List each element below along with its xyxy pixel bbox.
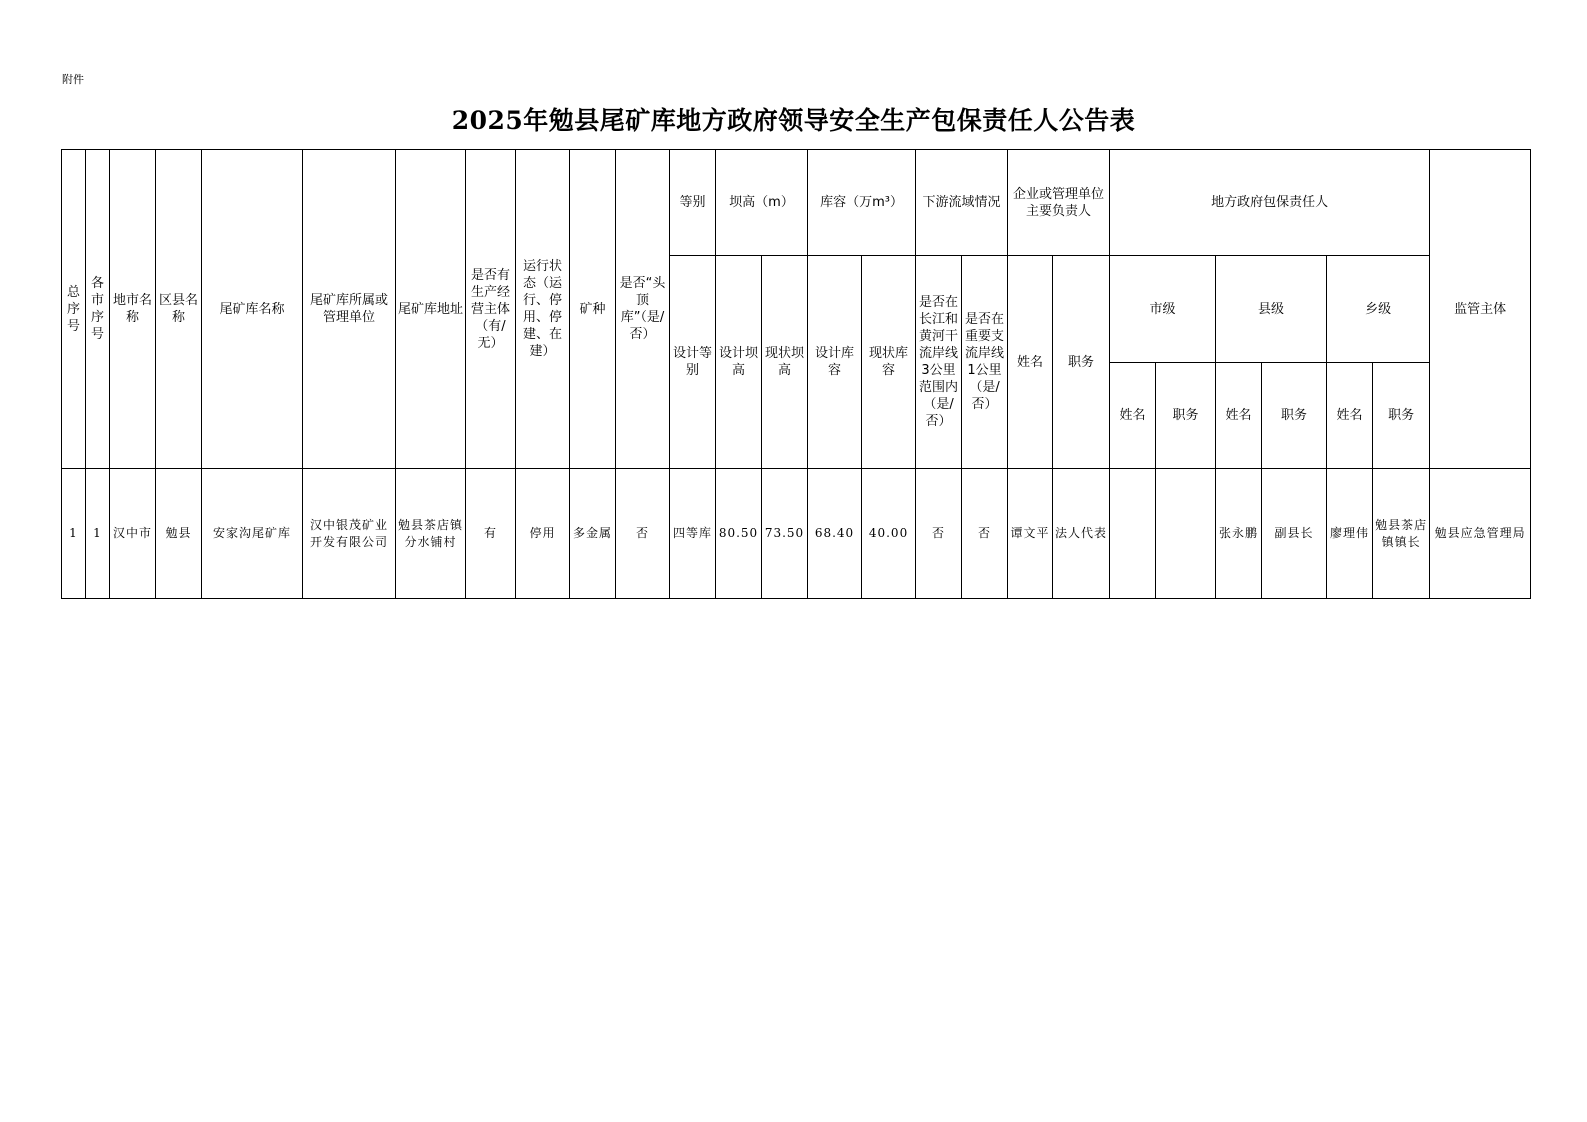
header-owner-unit: 尾矿库所属或管理单位 <box>303 150 396 469</box>
header-within-3km: 是否在长江和黄河干流岸线3公里范围内（是/否） <box>916 256 962 469</box>
header-supervisor: 监管主体 <box>1430 150 1531 469</box>
cell-mineral: 多金属 <box>570 469 616 599</box>
header-address: 尾矿库地址 <box>396 150 466 469</box>
cell-county-name: 勉县 <box>156 469 202 599</box>
table-row <box>62 469 1531 599</box>
header-current-height: 现状坝高 <box>762 256 808 469</box>
announcement-table <box>61 149 1531 599</box>
header-row-1 <box>62 150 1531 256</box>
cell-total-no: 1 <box>62 469 86 599</box>
header-city-person-name: 姓名 <box>1110 363 1156 469</box>
header-capacity: 库容（万m³） <box>808 150 916 256</box>
header-design-capacity: 设计库容 <box>808 256 862 469</box>
header-county-person-name: 姓名 <box>1216 363 1262 469</box>
cell-county-person-name: 张永鹏 <box>1216 469 1262 599</box>
cell-city-name: 汉中市 <box>110 469 156 599</box>
header-township-level: 乡级 <box>1327 256 1430 363</box>
cell-design-grade: 四等库 <box>670 469 716 599</box>
header-city-level: 市级 <box>1110 256 1216 363</box>
cell-ent-position: 法人代表 <box>1053 469 1110 599</box>
header-is-head-dam: 是否“头顶库”（是/否） <box>616 150 670 469</box>
header-dam-height: 坝高（m） <box>716 150 808 256</box>
header-county-name: 区县名称 <box>156 150 202 469</box>
cell-is-head-dam: 否 <box>616 469 670 599</box>
cell-city-person-name <box>1110 469 1156 599</box>
header-gov-guarantor: 地方政府包保责任人 <box>1110 150 1430 256</box>
cell-design-capacity: 68.40 <box>808 469 862 599</box>
header-downstream: 下游流域情况 <box>916 150 1008 256</box>
cell-address: 勉县茶店镇分水铺村 <box>396 469 466 599</box>
cell-owner-unit: 汉中银茂矿业开发有限公司 <box>303 469 396 599</box>
header-town-person-name: 姓名 <box>1327 363 1373 469</box>
cell-ent-name: 谭文平 <box>1008 469 1053 599</box>
cell-town-person-name: 廖理伟 <box>1327 469 1373 599</box>
header-city-no: 各市序号 <box>86 150 110 469</box>
header-city-person-position: 职务 <box>1156 363 1216 469</box>
header-tailings-name: 尾矿库名称 <box>202 150 303 469</box>
cell-county-person-position: 副县长 <box>1262 469 1327 599</box>
header-ent-name: 姓名 <box>1008 256 1053 469</box>
header-grade: 等别 <box>670 150 716 256</box>
cell-city-person-position <box>1156 469 1216 599</box>
attachment-label: 附件 <box>62 73 84 86</box>
header-run-status: 运行状态（运行、停用、停建、在建） <box>516 150 570 469</box>
cell-within-1km: 否 <box>962 469 1008 599</box>
cell-has-operator: 有 <box>466 469 516 599</box>
header-total-no: 总序号 <box>62 150 86 469</box>
cell-run-status: 停用 <box>516 469 570 599</box>
cell-current-height: 73.50 <box>762 469 808 599</box>
header-enterprise-head: 企业或管理单位 主要负责人 <box>1008 150 1110 256</box>
header-within-1km: 是否在重要支流岸线1公里（是/否） <box>962 256 1008 469</box>
header-current-capacity: 现状库容 <box>862 256 916 469</box>
header-design-height: 设计坝高 <box>716 256 762 469</box>
header-design-grade: 设计等别 <box>670 256 716 469</box>
cell-supervisor: 勉县应急管理局 <box>1430 469 1531 599</box>
header-county-person-position: 职务 <box>1262 363 1327 469</box>
header-ent-position: 职务 <box>1053 256 1110 469</box>
cell-city-no: 1 <box>86 469 110 599</box>
cell-town-person-position: 勉县茶店镇镇长 <box>1373 469 1430 599</box>
document-title: 2025年勉县尾矿库地方政府领导安全生产包保责任人公告表 <box>451 106 1136 135</box>
header-city-name: 地市名称 <box>110 150 156 469</box>
cell-design-height: 80.50 <box>716 469 762 599</box>
header-mineral: 矿种 <box>570 150 616 469</box>
header-town-person-position: 职务 <box>1373 363 1430 469</box>
cell-tailings-name: 安家沟尾矿库 <box>202 469 303 599</box>
cell-current-capacity: 40.00 <box>862 469 916 599</box>
header-has-operator: 是否有生产经营主体（有/无） <box>466 150 516 469</box>
cell-within-3km: 否 <box>916 469 962 599</box>
header-county-level: 县级 <box>1216 256 1327 363</box>
